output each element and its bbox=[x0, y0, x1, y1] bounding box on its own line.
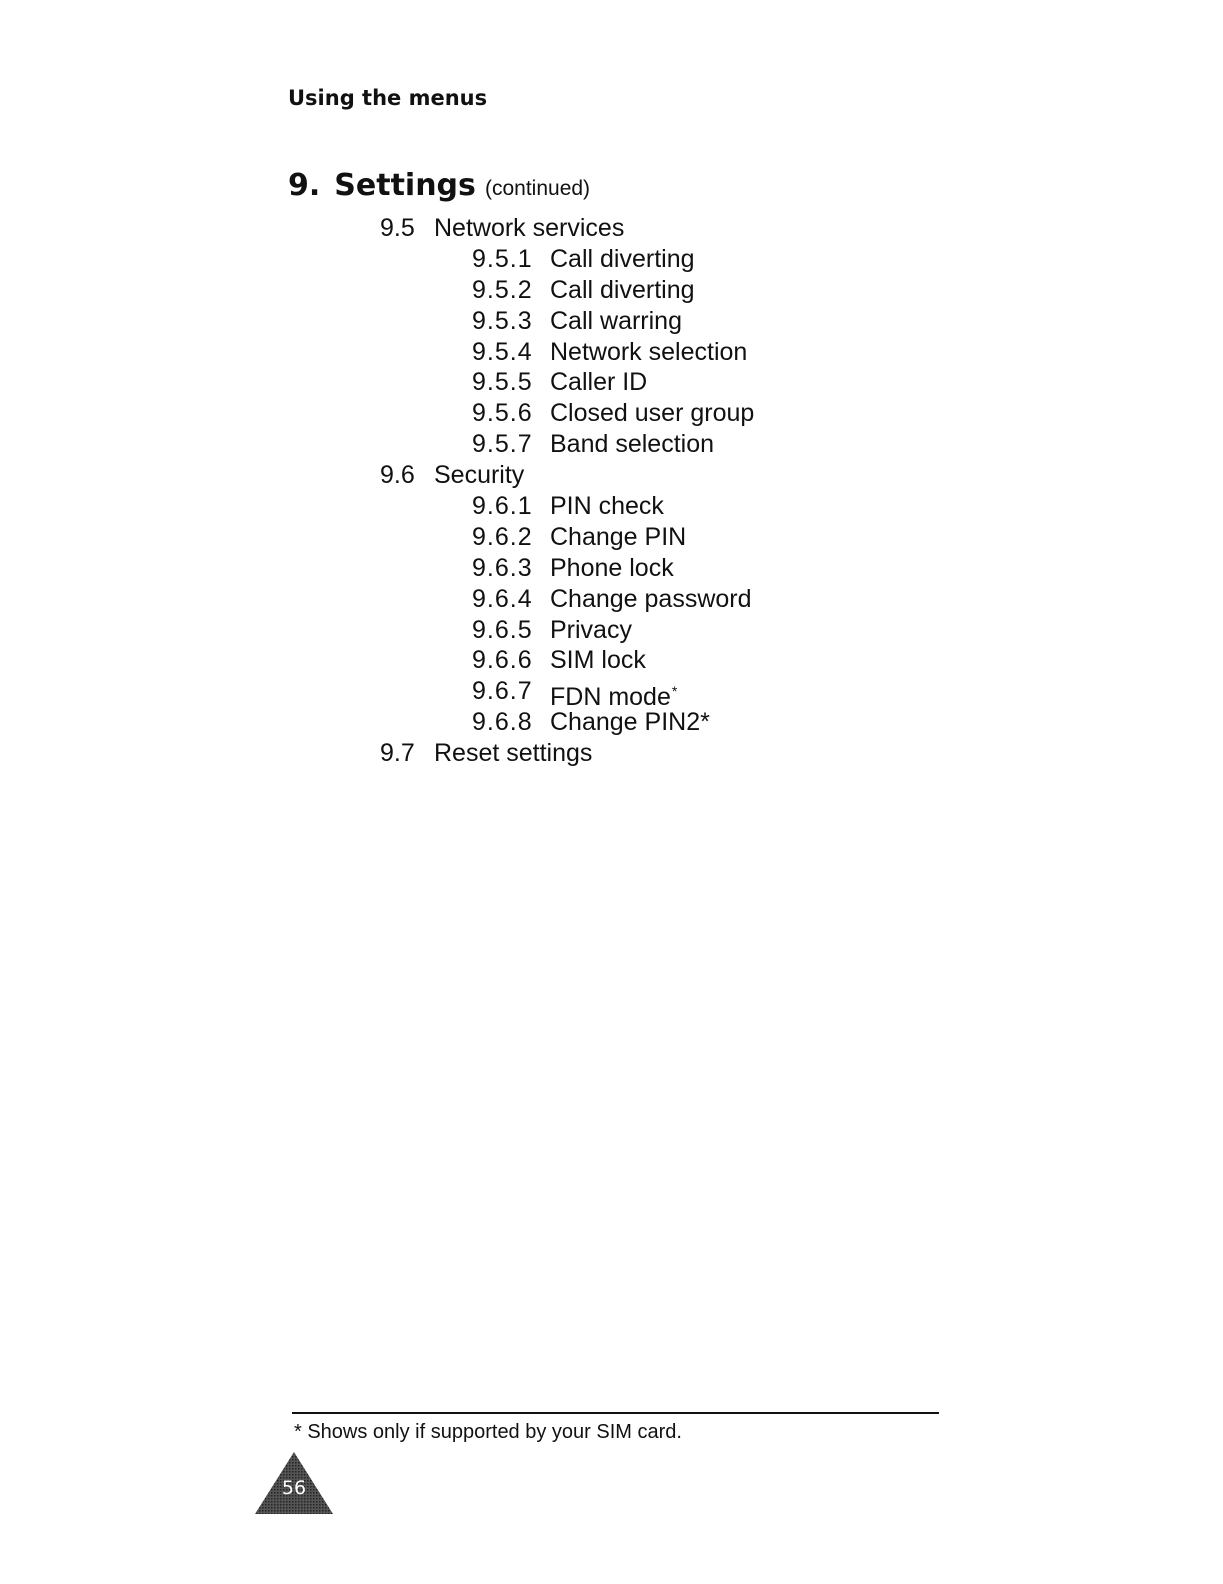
menu-item bbox=[0, 676, 1223, 712]
continued-note: (continued) bbox=[484, 177, 591, 200]
menu-item bbox=[0, 491, 1223, 522]
menu-item-text: Closed user group bbox=[550, 399, 755, 428]
menu-item-code: 9.6.6 bbox=[472, 646, 533, 675]
footnote: * Shows only if supported by your SIM card. bbox=[294, 1421, 682, 1443]
menu-item-label bbox=[550, 645, 646, 676]
page-number: 56 bbox=[281, 1477, 307, 1499]
section-number: 9. bbox=[288, 168, 321, 203]
menu-item-code: 9.5.1 bbox=[472, 244, 533, 273]
running-head: Using the menus bbox=[288, 86, 488, 110]
menu-item-code: 9.6 bbox=[380, 461, 415, 490]
footnote-divider bbox=[292, 1412, 939, 1414]
menu-item-code: 9.5.5 bbox=[472, 368, 533, 397]
menu-item bbox=[0, 213, 1223, 244]
menu-item-code: 9.5.7 bbox=[472, 430, 533, 459]
menu-item-code: 9.6.3 bbox=[472, 553, 533, 582]
footnote-marker: * bbox=[671, 683, 678, 700]
menu-item-label bbox=[550, 584, 752, 615]
menu-item bbox=[0, 460, 1223, 491]
menu-item bbox=[0, 306, 1223, 337]
menu-item bbox=[0, 398, 1223, 429]
menu-item-code: 9.5 bbox=[380, 214, 415, 242]
menu-item-code: 9.6.7 bbox=[472, 677, 533, 706]
menu-item bbox=[0, 337, 1223, 368]
menu-item-label bbox=[550, 337, 747, 368]
menu-item-text: Call diverting bbox=[550, 244, 695, 273]
section-name: Settings bbox=[334, 168, 476, 203]
menu-item-label bbox=[550, 275, 695, 306]
menu-item-label bbox=[550, 491, 664, 522]
menu-item bbox=[0, 584, 1223, 615]
menu-item bbox=[0, 615, 1223, 646]
menu-item bbox=[0, 645, 1223, 676]
menu-item-text: Change PIN bbox=[550, 522, 687, 551]
menu-item-text: Phone lock bbox=[550, 553, 674, 582]
menu-item-label bbox=[550, 398, 754, 429]
menu-item-label bbox=[434, 738, 592, 769]
menu-item bbox=[0, 367, 1223, 398]
menu-item bbox=[0, 522, 1223, 553]
menu-item-text: Change password bbox=[550, 584, 752, 613]
menu-item-text: SIM lock bbox=[550, 646, 646, 675]
menu-item-text: Network services bbox=[434, 214, 625, 242]
menu-item bbox=[0, 738, 1223, 769]
menu-tree bbox=[0, 213, 1223, 769]
menu-item-label bbox=[550, 244, 695, 275]
menu-item-text: Reset settings bbox=[434, 739, 593, 768]
menu-item-label bbox=[550, 707, 710, 738]
menu-item-label bbox=[434, 213, 624, 244]
menu-item-code: 9.6.2 bbox=[472, 522, 533, 551]
menu-item-label bbox=[550, 367, 647, 398]
menu-item bbox=[0, 244, 1223, 275]
menu-item-code: 9.6.1 bbox=[472, 492, 533, 521]
menu-item-text: Call warring bbox=[550, 306, 682, 335]
menu-item-text: PIN check bbox=[550, 492, 664, 521]
page-number-badge bbox=[253, 1450, 335, 1516]
menu-item bbox=[0, 707, 1223, 738]
menu-item bbox=[0, 275, 1223, 306]
menu-item-code: 9.5.2 bbox=[472, 275, 533, 304]
menu-item-label bbox=[550, 429, 714, 460]
menu-item-text: Caller ID bbox=[550, 368, 648, 397]
menu-item-code: 9.6.4 bbox=[472, 584, 533, 613]
section-title bbox=[288, 168, 590, 203]
menu-item-label bbox=[550, 522, 686, 553]
menu-item-text: Privacy bbox=[550, 615, 632, 644]
menu-item-text: Security bbox=[434, 461, 525, 490]
menu-item-code: 9.5.6 bbox=[472, 399, 533, 428]
menu-item-code: 9.7 bbox=[380, 739, 415, 768]
menu-item-code: 9.5.3 bbox=[472, 306, 533, 335]
menu-item-text: Network selection bbox=[550, 337, 748, 366]
menu-item-text: Band selection bbox=[550, 430, 715, 459]
menu-item-code: 9.6.8 bbox=[472, 708, 533, 737]
menu-item-label bbox=[550, 615, 632, 646]
menu-item-text: FDN mode bbox=[550, 683, 671, 712]
menu-item bbox=[0, 553, 1223, 584]
menu-item-label bbox=[550, 553, 674, 584]
menu-item-label bbox=[550, 306, 682, 337]
menu-item-code: 9.5.4 bbox=[472, 337, 533, 366]
menu-item-text: Call diverting bbox=[550, 275, 695, 304]
menu-item-text: Change PIN2* bbox=[550, 708, 710, 737]
menu-item bbox=[0, 429, 1223, 460]
menu-item-label bbox=[434, 460, 524, 491]
menu-item-code: 9.6.5 bbox=[472, 615, 533, 644]
